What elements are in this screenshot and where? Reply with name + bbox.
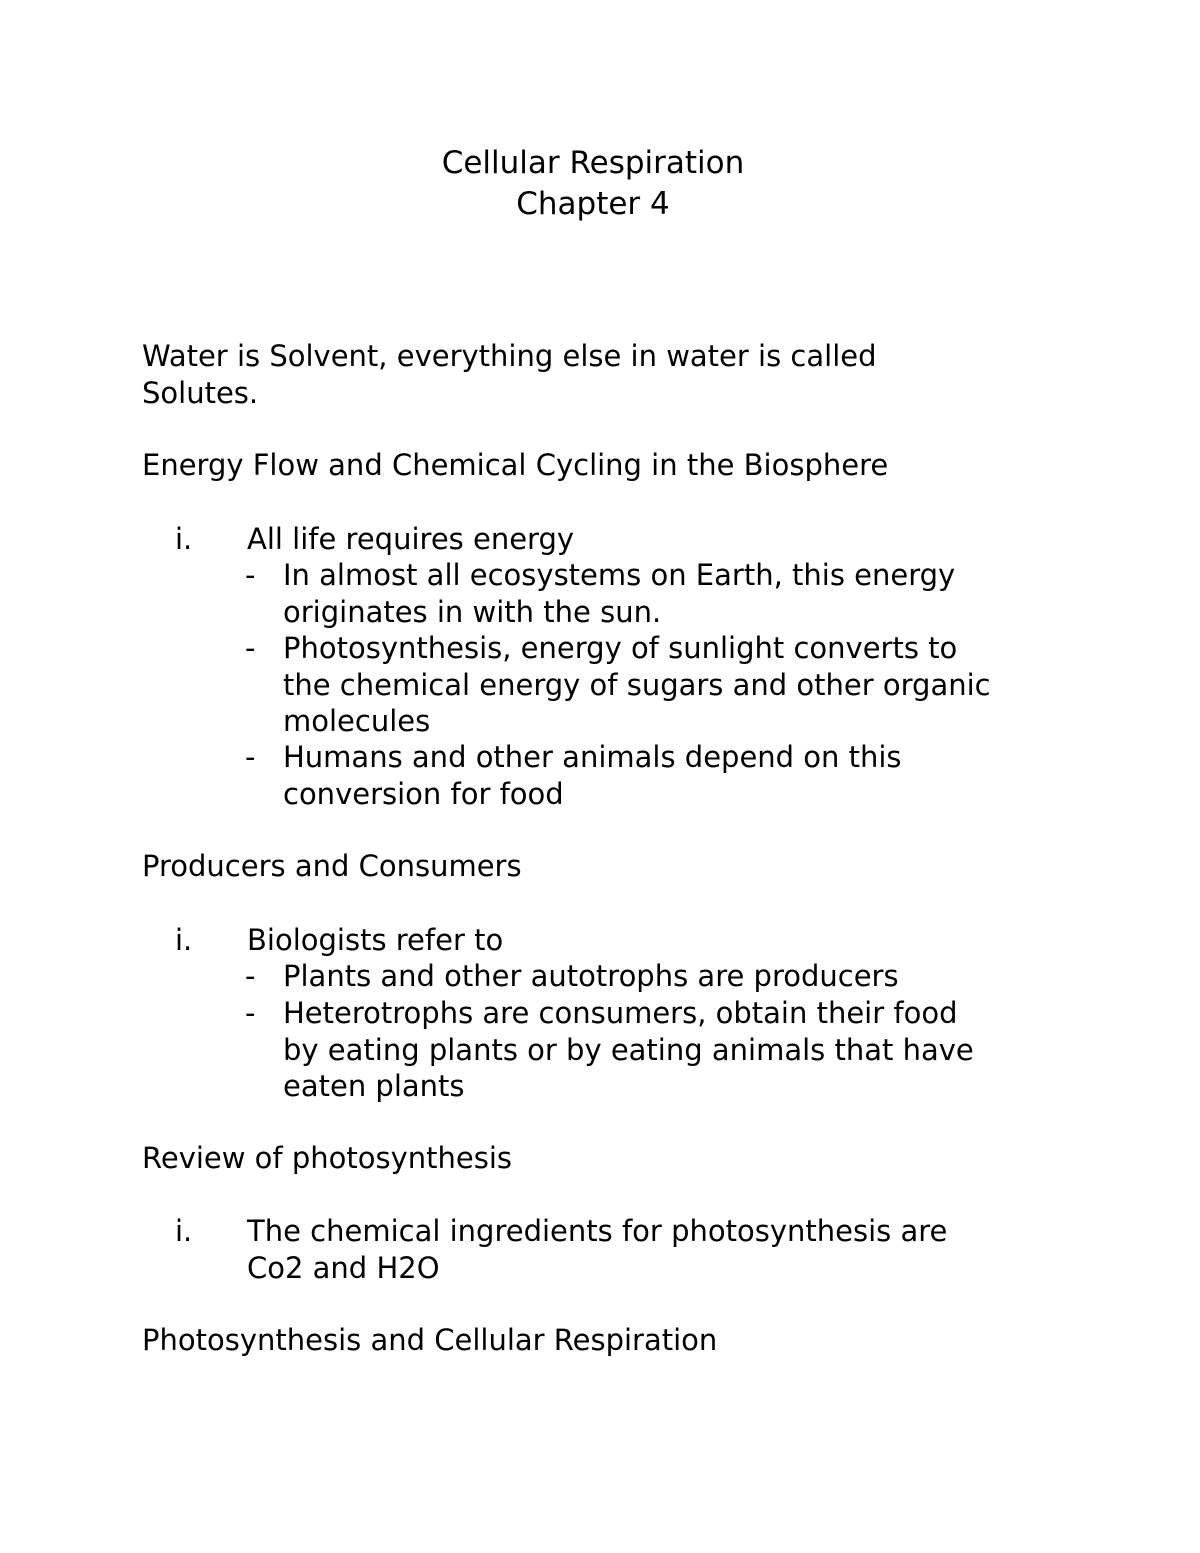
bullet-dash: -	[245, 959, 256, 993]
bullet-line: conversion for food	[283, 776, 564, 811]
intro-line-2: Solutes.	[142, 375, 259, 410]
bullet-line: originates in with the sun.	[283, 594, 662, 629]
list-item-text	[247, 1213, 947, 1286]
bullet-line: Photosynthesis, energy of sunlight converts to	[283, 631, 958, 665]
list-item-text: All life requires energy	[247, 522, 575, 556]
bullet-line: Plants and other autotrophs are producers	[283, 959, 899, 993]
title-line-2: Chapter 4	[516, 186, 670, 222]
heading-text: Producers and Consumers	[142, 849, 522, 883]
item-line: Co2 and H2O	[247, 1250, 440, 1285]
bullet-line: molecules	[283, 704, 431, 738]
roman-marker: i.	[175, 522, 193, 556]
bullet-text	[283, 995, 1073, 1105]
heading-text: Photosynthesis and Cellular Respiration	[142, 1323, 718, 1357]
roman-marker: i.	[175, 923, 193, 957]
bullet-text	[283, 739, 1073, 812]
title-line-1: Cellular Respiration	[441, 145, 745, 181]
bullet-line: by eating plants or by eating animals that have	[283, 1032, 974, 1067]
intro-line-1: Water is Solvent, everything else in water is called	[142, 339, 877, 373]
bullet-line: Humans and other animals depend on this	[283, 740, 902, 774]
section-heading-energy-flow	[142, 447, 1062, 484]
bullet-text	[283, 630, 1073, 740]
section-heading-photosynthesis-respiration	[142, 1322, 1062, 1359]
section-heading-review	[142, 1140, 1062, 1177]
intro-paragraph	[142, 338, 1062, 411]
item-line: The chemical ingredients for photosynthesis are	[247, 1214, 948, 1248]
bullet-dash: -	[245, 996, 256, 1030]
bullet-line: eaten plants	[283, 1069, 465, 1103]
bullet-dash: -	[245, 558, 256, 592]
heading-text: Energy Flow and Chemical Cycling in the Biosphere	[142, 448, 889, 482]
bullet-text	[283, 557, 1073, 630]
roman-marker: i.	[175, 1214, 193, 1248]
bullet-dash: -	[245, 631, 256, 665]
list-item-text: Biologists refer to	[247, 923, 504, 957]
section-heading-producers	[142, 848, 1062, 885]
bullet-line: Heterotrophs are consumers, obtain their food	[283, 996, 958, 1030]
document-title	[0, 143, 1186, 225]
bullet-line: the chemical energy of sugars and other organic	[283, 667, 991, 702]
bullet-text	[283, 958, 1073, 995]
bullet-line: In almost all ecosystems on Earth, this energy	[283, 558, 956, 592]
heading-text: Review of photosynthesis	[142, 1141, 513, 1175]
bullet-dash: -	[245, 740, 256, 774]
